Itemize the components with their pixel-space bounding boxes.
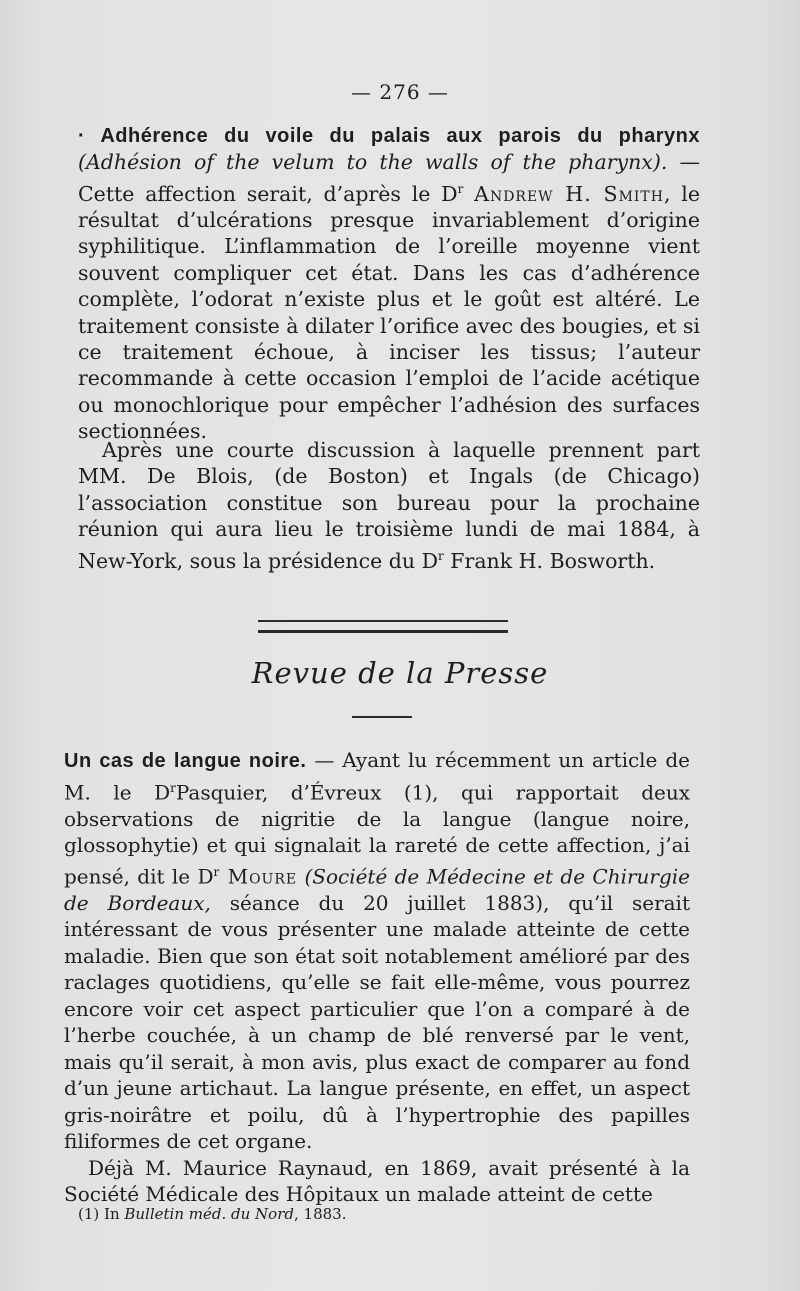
section-divider-double-rule [258,620,508,633]
article-langue-noire [64,747,690,1208]
article-adherence-title: · Adhérence du voile du palais aux parois du pharynx [78,125,700,147]
footnote-marker: (1) In [78,1205,125,1223]
section-title: Revue de la Presse [251,656,549,690]
page-number: — 276 — [351,80,449,104]
langue-noire-text-a: — Ayant lu récemment un article de M. le D [64,748,690,805]
association-meeting-note [78,437,700,574]
article-adherence-body: , le résultat d’ulcérations presque invariablement d’origine syphilitique. L’inflammation de l’oreille moyenne vient souvent compliquer cet état. Dans les cas d’adhérence complète, l’odorat n’existe plus et le goût est altéré. Le traitement consiste à dilater l’orifice avec des bougies, et si ce traitement échoue, à inciser les tissus; l’auteur recommande à cette occasion l’emploi de l’acide acétique ou monochlorique pour empêcher l’adhésion des surfaces sectionnées. [78,181,700,444]
association-body-rest: Frank H. Bosworth. [443,548,656,573]
doctor-superscript: r [457,181,464,196]
article-adherence-english-title: (Adhésion of the velum to the walls of the pharynx). [78,150,668,175]
langue-noire-title: Un cas de langue noire. [64,750,307,772]
association-body-start: Après une courte discussion à laquelle prennent part MM. De Blois, (de Boston) et Ingals (de Chicago) l’association constitue son bureau pour la prochaine réunion qui aura lieu le troisième lundi de mai 1884, à New-York, sous la présidence du D [78,438,700,573]
footnote [78,1205,346,1223]
doctor-superscript: r [438,548,444,563]
footnote-source: Bulletin méd. du Nord [124,1205,294,1223]
footnote-year: , 1883. [293,1205,347,1223]
langue-noire-paragraph-1 [64,747,690,1155]
author-name: Andrew H. Smith [474,181,664,206]
langue-noire-paragraph-2: Déjà M. Maurice Raynaud, en 1869, avait présenté à la Société Médicale des Hôpitaux un malade atteint de cette [64,1155,690,1207]
title-underline-rule [352,716,412,718]
article-adherence-body-start: — Cette affection serait, d’après le D [78,150,700,206]
doctor-superscript: r [170,780,176,795]
langue-noire-text-b: Pasquier, d’Évreux (1), qui rapportait deux observations de nigritie de la langue (langue noire, glossophytie) et qui signalait la rareté de cette affection, j’ai pensé, dit le D [64,780,690,889]
journal-name: (Société de Médecine et de Chirurgie de Bordeaux, [64,864,691,915]
article-adherence-paragraph [78,122,700,445]
association-paragraph [78,437,700,574]
langue-noire-text-c: séance du 20 juillet 1883), qu’il serait intéressant de vous présenter une malade atteinte de cette maladie. Bien que son état soit notablement amélioré par des raclages quotidiens, qu’elle se fait elle-même, vous pourrez encore voir cet aspect particulier que l’on a comparé à de l’herbe couchée, à un champ de blé renversé par le vent, mais qu’il serait, à mon avis, plus exact de comparer au fond d’un jeune artichaut. La langue présente, en effet, un aspect gris-noirâtre et poilu, dû à l’hypertrophie des papilles filiformes de cet organe. [64,890,690,1154]
doctor-superscript: r [213,864,220,879]
article-adherence-voile [78,122,700,445]
author-name: Moure [219,864,298,889]
